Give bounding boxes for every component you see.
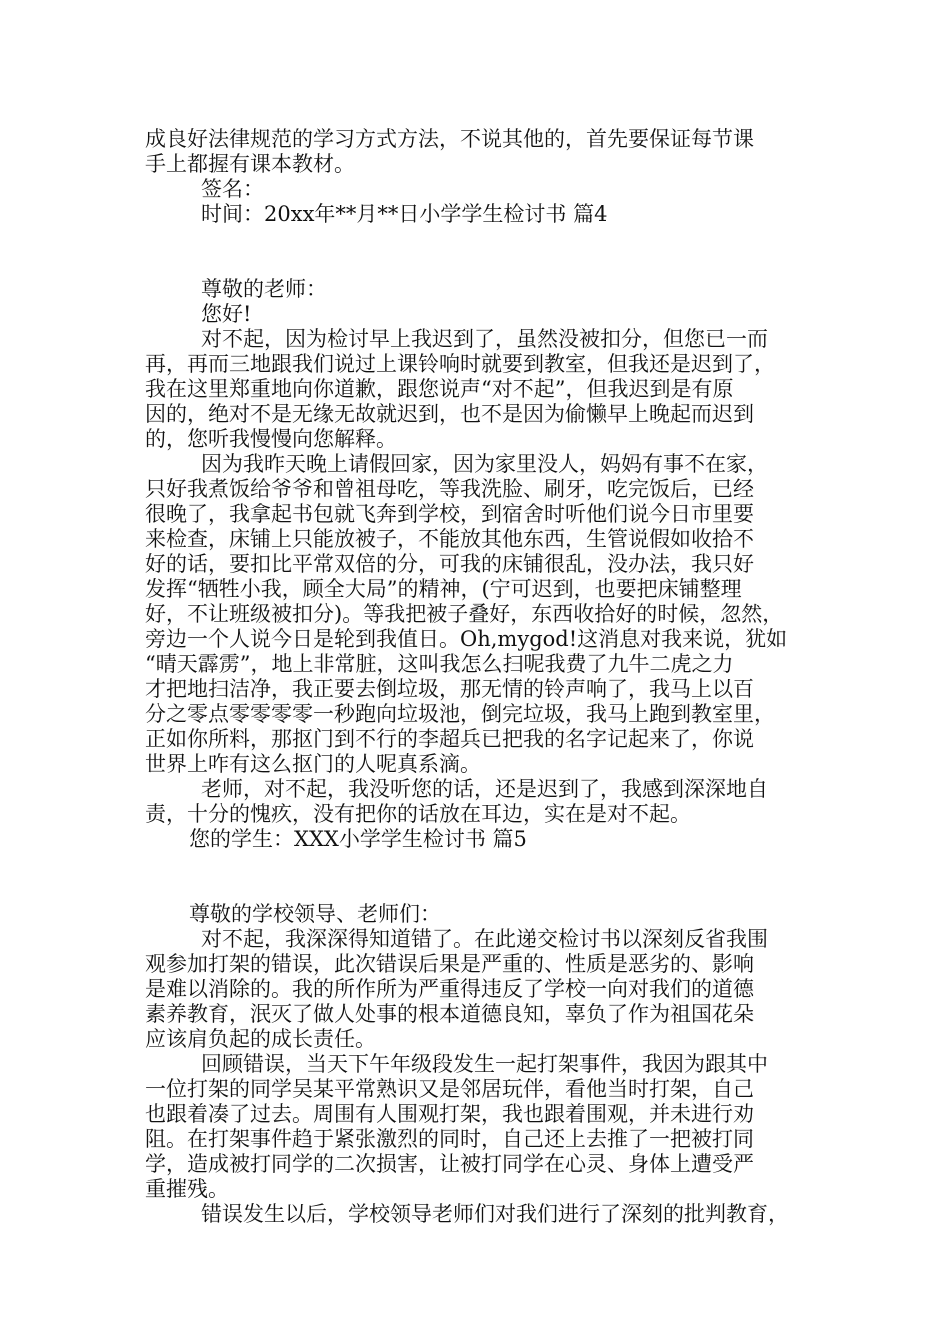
body-line: 再，再而三地跟我们说过上课铃响时就要到教室，但我还是迟到了，: [145, 352, 775, 376]
body-line: 才把地扫洁净，我正要去倒垃圾，那无情的铃声响了，我马上以百: [145, 677, 754, 701]
body-line: “晴天霹雳”，地上非常脏，这叫我怎么扫呢我费了九牛二虎之力: [145, 652, 734, 676]
body-line: 一位打架的同学吴某平常熟识又是邻居玩伴，看他当时打架，自己: [145, 1077, 754, 1101]
greeting: 您好!: [201, 302, 252, 326]
body-line: 手上都握有课本教材。: [145, 152, 355, 176]
body-line: 因的，绝对不是无缘无故就迟到，也不是因为偷懒早上晚起而迟到: [145, 402, 754, 426]
student-signoff-heading: 您的学生：XXX小学学生检讨书 篇5: [189, 827, 527, 851]
body-line: 发挥“牺牲小我，顾全大局”的精神，(宁可迟到，也要把床铺整理: [145, 577, 742, 601]
body-line: 我在这里郑重地向你道歉，跟您说声“对不起”，但我迟到是有原: [145, 377, 734, 401]
body-line: 也跟着凑了过去。周围有人围观打架，我也跟着围观，并未进行劝: [145, 1102, 754, 1126]
body-line: 成良好法律规范的学习方式方法，不说其他的，首先要保证每节课: [145, 127, 754, 151]
paragraph-first-line: 对不起，我深深得知道错了。在此递交检讨书以深刻反省我围: [201, 927, 768, 951]
body-line: 的，您听我慢慢向您解释。: [145, 427, 397, 451]
body-line: 很晚了，我拿起书包就飞奔到学校，到宿舍时听他们说今日市里要: [145, 502, 754, 526]
body-line: 好的话，要扣比平常双倍的分，可我的床铺很乱，没办法，我只好: [145, 552, 754, 576]
signature-label: 签名：: [201, 177, 264, 201]
body-line: 只好我煮饭给爷爷和曾祖母吃，等我洗脸、刷牙，吃完饭后，已经: [145, 477, 754, 501]
body-line: 应该肩负起的成长责任。: [145, 1027, 376, 1051]
paragraph-first-line: 老师，对不起，我没听您的话，还是迟到了，我感到深深地自: [201, 777, 768, 801]
body-line: 世界上咋有这么抠门的人呢真系滴。: [145, 752, 481, 776]
body-line: 分之零点零零零零一秒跑向垃圾池，倒完垃圾，我马上跑到教室里，: [145, 702, 775, 726]
body-line: 责，十分的愧疚，没有把你的话放在耳边，实在是对不起。: [145, 802, 691, 826]
body-line: 旁边一个人说今日是轮到我值日。Oh,mygod!这消息对我来说，犹如: [145, 627, 788, 651]
salutation: 尊敬的老师：: [201, 277, 327, 301]
paragraph-first-line: 回顾错误，当天下午年级段发生一起打架事件，我因为跟其中: [201, 1052, 768, 1076]
paragraph-first-line: 因为我昨天晚上请假回家，因为家里没人，妈妈有事不在家，: [201, 452, 768, 476]
body-line: 阻。在打架事件趋于紧张激烈的同时，自己还上去推了一把被打同: [145, 1127, 754, 1151]
body-line: 重摧残。: [145, 1177, 229, 1201]
salutation: 尊敬的学校领导、老师们：: [189, 902, 441, 926]
body-line: 好，不让班级被扣分)。等我把被子叠好，东西收拾好的时候，忽然，: [145, 602, 784, 626]
body-line: 观参加打架的错误，此次错误后果是严重的、性质是恶劣的、影响: [145, 952, 754, 976]
date-section-heading: 时间：20xx年**月**日小学学生检讨书 篇4: [201, 202, 608, 226]
body-line: 是难以消除的。我的所作所为严重得违反了学校一向对我们的道德: [145, 977, 754, 1001]
body-line: 来检查，床铺上只能放被子，不能放其他东西，生管说假如收拾不: [145, 527, 754, 551]
paragraph-first-line: 错误发生以后，学校领导老师们对我们进行了深刻的批判教育，: [201, 1202, 789, 1226]
body-line: 学，造成被打同学的二次损害，让被打同学在心灵、身体上遭受严: [145, 1152, 754, 1176]
body-line: 正如你所料，那抠门到不行的李超兵已把我的名字记起来了，你说: [145, 727, 754, 751]
paragraph-first-line: 对不起，因为检讨早上我迟到了，虽然没被扣分，但您已一而: [201, 327, 768, 351]
body-line: 素养教育，泯灭了做人处事的根本道德良知，辜负了作为祖国花朵: [145, 1002, 754, 1026]
